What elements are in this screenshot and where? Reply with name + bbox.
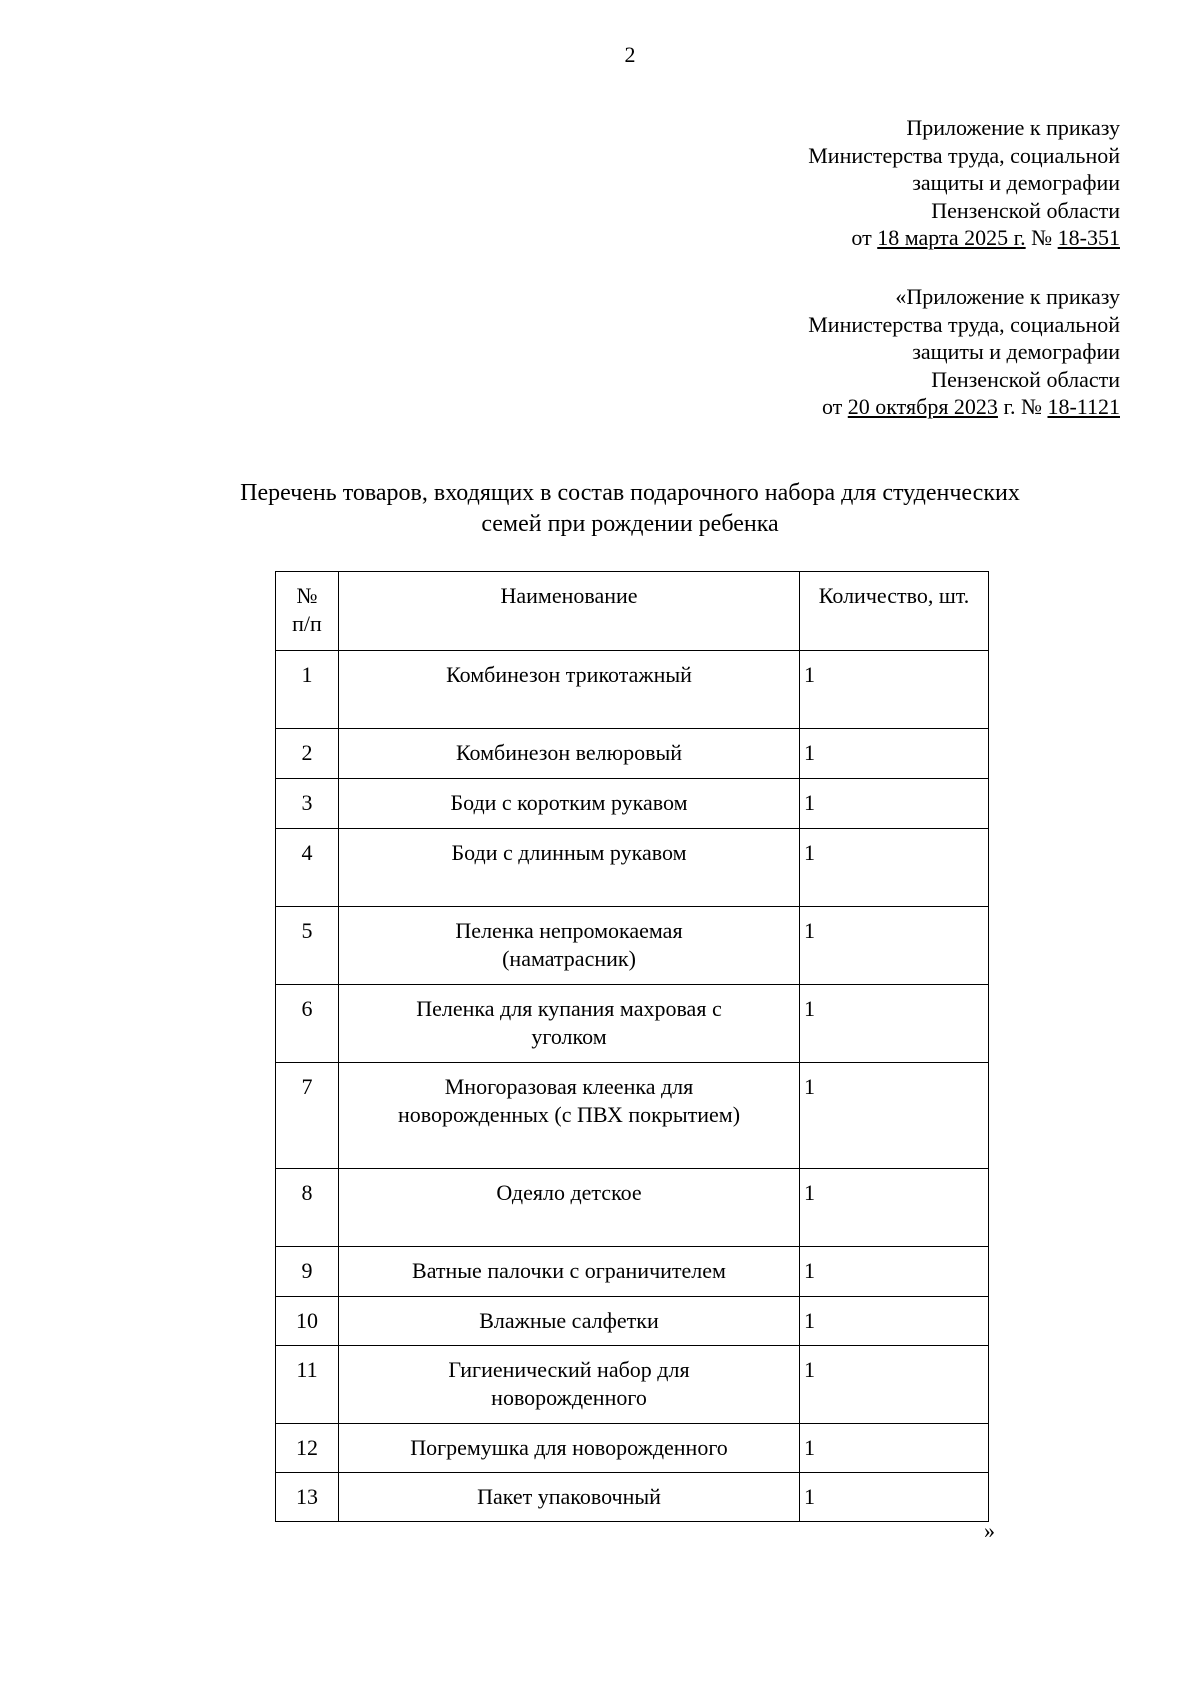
date-suffix: г. №	[997, 394, 1048, 419]
row-quantity: 1	[800, 1169, 989, 1247]
table-row	[276, 1473, 989, 1522]
page-number: 2	[624, 42, 636, 67]
row-name: Влажные салфетки	[339, 1297, 800, 1346]
appendix-line: защиты и демографии	[912, 170, 1120, 195]
header-number-line: №	[296, 583, 318, 608]
appendix-date-line	[808, 224, 1120, 252]
table-body	[276, 651, 989, 1522]
date-prefix: от	[821, 394, 848, 419]
title-line: семей при рождении ребенка	[481, 511, 779, 537]
table-row	[276, 779, 989, 829]
row-quantity: 1	[800, 1063, 989, 1169]
row-quantity: 1	[800, 1247, 989, 1297]
row-name: Пакет упаковочный	[339, 1473, 800, 1522]
table-row	[276, 1169, 989, 1247]
row-name-line: новорожденных (с ПВХ покрытием)	[397, 1102, 741, 1127]
row-name	[339, 1063, 800, 1169]
row-name-line: Многоразовая клеенка для	[444, 1074, 694, 1099]
document-title	[130, 478, 1130, 540]
row-name-line: (наматрасник)	[502, 946, 636, 971]
row-number: 12	[276, 1424, 339, 1473]
order-number: 18-1121	[1047, 394, 1120, 419]
row-name: Боди с коротким рукавом	[339, 779, 800, 829]
row-name: Боди с длинным рукавом	[339, 829, 800, 907]
table-row	[276, 1346, 989, 1424]
order-date: 20 октября 2023	[847, 394, 998, 419]
row-quantity: 1	[800, 1424, 989, 1473]
row-quantity: 1	[800, 985, 989, 1063]
order-date: 18 марта 2025 г.	[877, 225, 1026, 250]
row-quantity: 1	[800, 729, 989, 779]
row-number: 6	[276, 985, 339, 1063]
appendix-header-current	[808, 114, 1120, 252]
row-name-line: Пеленка для купания махровая с	[416, 996, 722, 1021]
appendix-line: Пензенской области	[931, 197, 1120, 223]
row-number: 8	[276, 1169, 339, 1247]
row-name: Комбинезон трикотажный	[339, 651, 800, 729]
appendix-line: Министерства труда, социальной	[808, 142, 1120, 168]
table-row	[276, 1063, 989, 1169]
row-number: 7	[276, 1063, 339, 1169]
title-line: Перечень товаров, входящих в состав подарочного набора для студенческих	[240, 480, 1020, 506]
header-name: Наименование	[339, 572, 800, 651]
row-quantity: 1	[800, 651, 989, 729]
header-number	[276, 572, 339, 651]
row-quantity: 1	[800, 1346, 989, 1424]
number-prefix: №	[1025, 225, 1058, 250]
row-quantity: 1	[800, 779, 989, 829]
row-name-line: Пеленка непромокаемая	[455, 918, 683, 943]
row-number: 13	[276, 1473, 339, 1522]
row-number: 2	[276, 729, 339, 779]
row-name: Одеяло детское	[339, 1169, 800, 1247]
table-row	[276, 651, 989, 729]
row-name: Комбинезон велюровый	[339, 729, 800, 779]
table-row	[276, 985, 989, 1063]
appendix-header-original	[808, 283, 1120, 421]
header-quantity: Количество, шт.	[800, 572, 989, 651]
row-name: Ватные палочки с ограничителем	[339, 1247, 800, 1297]
order-number: 18-351	[1057, 225, 1120, 250]
row-quantity: 1	[800, 907, 989, 985]
row-number: 3	[276, 779, 339, 829]
table-row	[276, 829, 989, 907]
row-name-line: новорожденного	[491, 1385, 647, 1410]
row-quantity: 1	[800, 1297, 989, 1346]
appendix-line: защиты и демографии	[912, 339, 1120, 364]
row-name: Погремушка для новорожденного	[339, 1424, 800, 1473]
row-number: 4	[276, 829, 339, 907]
row-name-line: уголком	[531, 1024, 607, 1049]
row-quantity: 1	[800, 829, 989, 907]
row-number: 9	[276, 1247, 339, 1297]
row-name	[339, 1346, 800, 1424]
row-name-line: Гигиенический набор для	[448, 1357, 690, 1382]
appendix-line: Министерства труда, социальной	[808, 311, 1120, 337]
row-number: 10	[276, 1297, 339, 1346]
row-number: 1	[276, 651, 339, 729]
table-header-row	[276, 572, 989, 651]
row-number: 11	[276, 1346, 339, 1424]
table-row	[276, 1424, 989, 1473]
row-name	[339, 985, 800, 1063]
table-row	[276, 1247, 989, 1297]
table-row	[276, 907, 989, 985]
row-name	[339, 907, 800, 985]
row-number: 5	[276, 907, 339, 985]
header-number-line: п/п	[292, 611, 322, 636]
appendix-line: Пензенской области	[931, 366, 1120, 392]
appendix-date-line	[808, 393, 1120, 421]
table-row	[276, 1297, 989, 1346]
goods-table	[275, 571, 989, 1522]
appendix-line: «Приложение к приказу	[895, 284, 1120, 309]
closing-quote: »	[984, 1518, 995, 1543]
date-prefix: от	[851, 225, 878, 250]
table-row	[276, 729, 989, 779]
row-quantity: 1	[800, 1473, 989, 1522]
appendix-line: Приложение к приказу	[906, 115, 1120, 140]
